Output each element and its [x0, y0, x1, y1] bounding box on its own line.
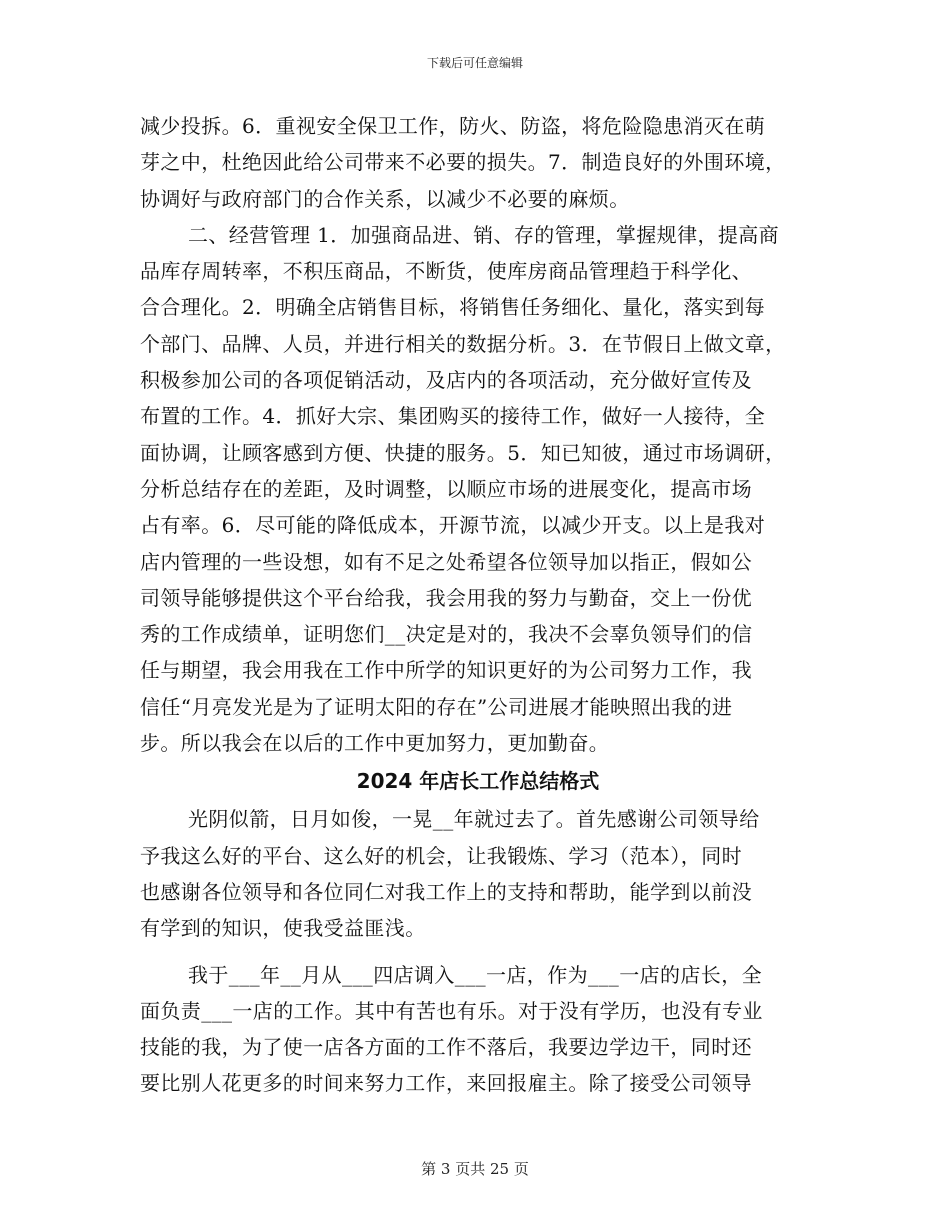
text-line: 品库存周转率，不积压商品，不断货，使库房商品管理趋于科学化、	[140, 259, 752, 284]
paragraph-gap	[140, 947, 816, 957]
document-body	[140, 108, 816, 1102]
text-line: 面协调，让顾客感到方便、快捷的服务。5．知已知彼，通过市场调研，	[140, 440, 786, 465]
text-line: 二、经营管理 1．加强商品进、销、存的管理，掌握规律，提高商	[188, 222, 780, 247]
text-line: 有学到的知识，使我受益匪浅。	[140, 916, 426, 941]
text-line: 布置的工作。4．抓好大宗、集团购买的接待工作，做好一人接待，全	[140, 404, 766, 429]
text-line: 秀的工作成绩单，证明您们__决定是对的，我决不会辜负领导们的信	[140, 622, 753, 647]
paragraph-section1	[140, 108, 816, 217]
text-line: 予我这么好的平台、这么好的机会，让我锻炼、学习（范本），同时	[140, 843, 742, 868]
section-title: 2024 年店长工作总结格式	[356, 769, 600, 794]
text-line: 合合理化。2．明确全店销售目标，将销售任务细化、量化，落实到每	[140, 295, 766, 320]
text-line: 我于___年__月从___四店调入___一店，作为___一店的店长，全	[188, 962, 762, 987]
text-line: 面负责___一店的工作。其中有苦也有乐。对于没有学历，也没有专业	[140, 998, 763, 1023]
text-line: 协调好与政府部门的合作关系，以减少不必要的麻烦。	[140, 186, 630, 211]
text-line: 信任“月亮发光是为了证明太阳的存在”公司进展才能映照出我的进	[140, 694, 733, 719]
text-line: 个部门、品牌、人员，并进行相关的数据分析。3．在节假日上做文章，	[140, 331, 786, 356]
text-line: 司领导能够提供这个平台给我，我会用我的努力与勤奋，交上一份优	[140, 585, 752, 610]
text-line: 分析总结存在的差距，及时调整，以顺应市场的进展变化，提高市场	[140, 476, 752, 501]
page-footer: 第 3 页共 25 页	[421, 1160, 529, 1178]
text-line: 步。所以我会在以后的工作中更加努力，更加勤奋。	[140, 731, 610, 756]
text-line: 店内管理的一些设想，如有不足之处希望各位领导加以指正，假如公	[140, 549, 752, 574]
text-line: 任与期望，我会用我在工作中所学的知识更好的为公司努力工作，我	[140, 658, 752, 683]
text-line: 也感谢各位领导和各位同仁对我工作上的支持和帮助，能学到以前没	[140, 879, 752, 904]
text-line: 光阴似箭，日月如俊，一晃__年就过去了。首先感谢公司领导给	[188, 807, 760, 832]
page-header: 下载后可任意编辑	[426, 56, 523, 70]
text-line: 要比别人花更多的时间来努力工作，来回报雇主。除了接受公司领导	[140, 1071, 752, 1096]
paragraph-transfer	[140, 957, 816, 1102]
paragraph-intro	[140, 801, 816, 946]
text-line: 芽之中，杜绝因此给公司带来不必要的损失。7．制造良好的外围环境，	[140, 150, 786, 175]
text-line: 占有率。6．尽可能的降低成本，开源节流，以减少开支。以上是我对	[140, 513, 766, 538]
paragraph-business-management	[140, 217, 816, 761]
text-line: 积极参加公司的各项促销活动，及店内的各项活动，充分做好宣传及	[140, 368, 752, 393]
text-line: 减少投拆。6．重视安全保卫工作，防火、防盗，将危险隐患消灭在萌	[140, 114, 766, 138]
text-line: 技能的我，为了使一店各方面的工作不落后，我要边学边干，同时还	[140, 1035, 752, 1060]
